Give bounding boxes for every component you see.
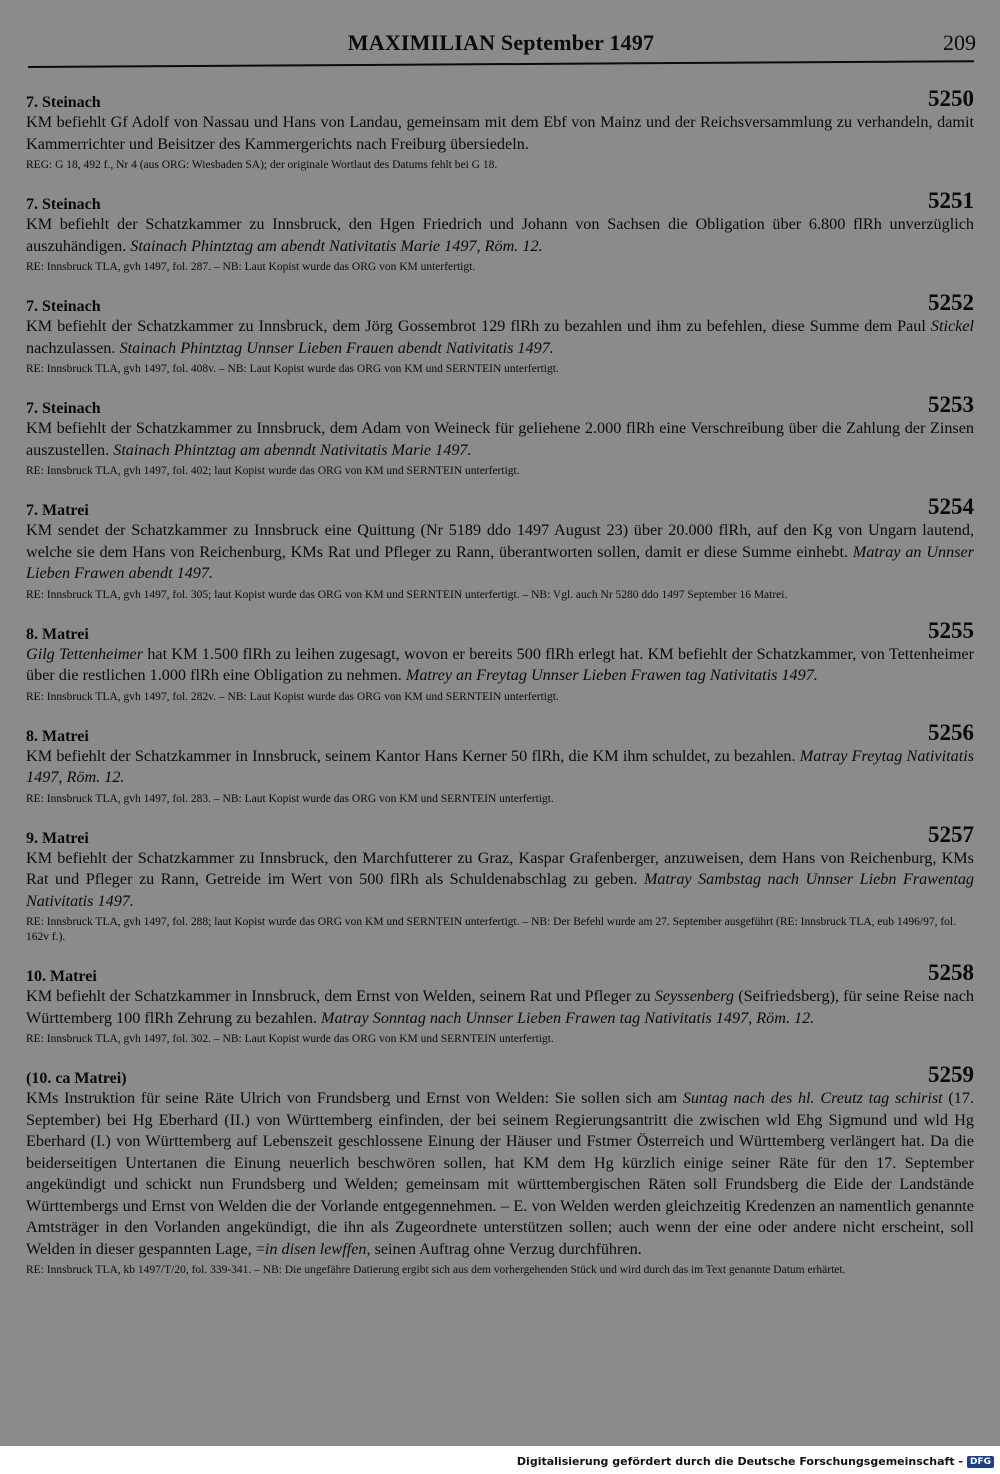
dfg-logo: DFG: [967, 1456, 994, 1468]
regest-entry: [26, 821, 975, 946]
entry-date: 7. Steinach: [26, 196, 101, 213]
entry-text-italic: Stainach Phintztag am abendt Nativitatis Marie 1497, Röm. 12.: [130, 236, 543, 255]
entry-date: 7. Matrei: [26, 502, 89, 519]
entry-text-italic: Seyssenberg: [654, 987, 735, 1005]
entry-text: [26, 644, 974, 687]
entry-number: 5256: [928, 719, 974, 745]
entry-text-italic: Matray Sambstag nach Unnser Liebn Frawentag Nativitatis 1497.: [26, 870, 975, 910]
entry-reference: RE: Innsbruck TLA, gvh 1497, fol. 402; laut Kopist wurde das ORG von KM und SERNTEIN unterfertigt.: [26, 465, 520, 477]
footer: [517, 1455, 994, 1468]
entry-heading: [26, 88, 974, 112]
entry-heading: [26, 496, 974, 520]
entry-number: 5252: [928, 290, 974, 315]
entry-number: 5255: [928, 617, 974, 643]
entry-reference: RE: Innsbruck TLA, gvh 1497, fol. 408v. – NB: Laut Kopist wurde das ORG von KM und SERNTEIN unterfertigt.: [26, 363, 559, 375]
page-number: 209: [943, 30, 976, 55]
entry-text: [26, 418, 974, 461]
entry-heading: [26, 821, 974, 848]
regest-entry: [26, 394, 974, 479]
entry-text: [26, 316, 974, 359]
entry-reference: REG: G 18, 492 f., Nr 4 (aus ORG: Wiesbaden SA); der originale Wortlaut des Datums fehlt bei G 18.: [26, 159, 498, 171]
entry-text-italic: Gilg Tettenheimer: [26, 644, 144, 663]
entry-text: [26, 1088, 974, 1260]
entry-number: 5259: [928, 1062, 974, 1087]
entry-text-part: KM sendet der Schatzkammer zu Innsbruck eine Quittung (Nr 5189 ddo 1497 August 23) über 20.000 flRh, auf den Kg von Ungarn lautend, welche sie dem Hans von Reichenburg, KMs Rat und Pfleger zu Rann, überantworten sollen, damit er diese Summe einhebt.: [26, 521, 974, 561]
entry-text-italic: Matrey an Freytag Unnser Lieben Frawen tag Nativitatis 1497.: [405, 666, 818, 684]
entry-text: [26, 112, 974, 155]
entry-text-part: , seinen Auftrag ohne Verzug durchführen.: [366, 1239, 642, 1258]
entry-text-italic: Stainach Phintztag am abenndt Nativitatis Marie 1497.: [113, 440, 472, 459]
entry-text: [26, 520, 974, 585]
entry-text-part: KMs Instruktion für seine Räte Ulrich von Frundsberg und Ernst von Welden: Sie sollen sich am: [26, 1089, 683, 1107]
entry-date: 9. Matrei: [26, 829, 89, 847]
regest-entry: [26, 1064, 974, 1278]
entry-text-part: hat KM 1.500 flRh zu leihen zugesagt, wovon er bereits 500 flRh erlegt hat. KM befiehlt der Schatzkammer, von Tettenheimer über die restlichen 1.000 flRh eine Obligation zu nehmen.: [26, 644, 975, 684]
regest-entry: [26, 617, 975, 705]
entry-number: 5254: [928, 494, 974, 519]
entry-date: 8. Matrei: [26, 727, 89, 745]
entry-text-part: KM befiehlt der Schatzkammer zu Innsbruck, dem Jörg Gossembrot 129 flRh zu bezahlen und ihm zu befehlen, diese Summe dem Paul: [26, 317, 931, 335]
entry-text-part: KM befiehlt der Schatzkammer zu Innsbruck, den Hgen Friedrich und Johann von Sachsen die Obligation über 6.800 flRh unverzüglich auszuhändigen.: [26, 215, 974, 255]
entry-text-part: nachzulassen.: [26, 338, 120, 357]
entry-text-part: KM befiehlt Gf Adolf von Nassau und Hans von Landau, gemeinsam mit dem Ebf von Mainz und der Reichsversammlung zu verhandeln, damit Kammerrichter und Beisitzer des Kammergerichts nach Freiburg übersiedeln.: [26, 113, 974, 153]
entry-text-italic: in disen lewffen: [264, 1239, 367, 1258]
entry-number: 5253: [928, 392, 974, 417]
regest-entry: [26, 292, 974, 377]
entry-date: (10. ca Matrei): [26, 1070, 127, 1087]
entry-heading: [26, 1064, 974, 1088]
entry-text-italic: Matray an Unnser Lieben Frawen abendt 1497.: [26, 542, 974, 582]
entry-reference: RE: Innsbruck TLA, gvh 1497, fol. 283. – NB: Laut Kopist wurde das ORG von KM und SERNTEIN unterfertigt.: [26, 792, 554, 805]
entry-date: 7. Steinach: [26, 94, 101, 111]
entry-text-italic: Suntag nach des hl. Creutz tag schirist: [682, 1089, 943, 1107]
running-title: MAXIMILIAN September 1497: [347, 30, 655, 55]
entry-reference: RE: Innsbruck TLA, gvh 1497, fol. 302. – NB: Laut Kopist wurde das ORG von KM und SERNTEIN unterfertigt.: [26, 1033, 554, 1045]
entry-text: [26, 214, 974, 257]
regest-entry: [26, 190, 974, 275]
entry-text-part: (Seifriedsberg), für seine Reise nach Württemberg 100 flRh Zehrung zu bezahlen.: [26, 987, 974, 1027]
entry-text-part: KM befiehlt der Schatzkammer zu Innsbruck, den Marchfutterer zu Graz, Kaspar Grafenberger, anzuweisen, dem Hans von Reichenburg, KMs Rat und Pfleger zu Rann, Getreide im Wert von 500 flRh als Schuldenabschlag zu geben.: [26, 848, 974, 888]
regest-entry: [26, 962, 974, 1047]
entry-text-part: (17. September) bei Hg Eberhard (II.) von Württemberg einfinden, der bei seinem Regierungsantritt die zwischen wld Ehg Sigmund und wld Hg Eberhard (I.) von Württemberg auf Lebenszeit geschlossene Einung der Häuser und Fstmer Österreich und Württemberg verlängert hat. Da die beiderseitigen Untertanen die Einung neuerlich beschwören sollen, hat KM dem Hg kürzlich einige seiner Räte für den 17. September angekündigt und schickt nun Frundsberg und Welden; gemeinsam mit württembergischen Räten soll Frundsberg die Eide der Landstände Württembergs und Ernst von Welden die der Vorlande entgegennehmen. – E. von Welden werden gleichzeitig Kredenzen an namentlich genannte Amtsträger in den Vorlanden angekündigt, die ihn als Zugeordnete unterstützen sollen; auch wenn der eine oder andere nicht erscheint, soll Welden in dieser gespannten Lage, =: [26, 1089, 975, 1258]
entry-reference: RE: Innsbruck TLA, kb 1497/T/20, fol. 339-341. – NB: Die ungefähre Datierung ergibt sich aus dem vorhergehenden Stück und wird durch das im Text genannte Datum erhärtet.: [26, 1264, 846, 1276]
entry-text-part: KM befiehlt der Schatzkammer in Innsbruck, seinem Kantor Hans Kerner 50 flRh, die KM ihm schuldet, zu bezahlen.: [26, 746, 800, 765]
entry-reference: RE: Innsbruck TLA, gvh 1497, fol. 305; laut Kopist wurde das ORG von KM und SERNTEIN unterfertigt. – NB: Vgl. auch Nr 5280 ddo 1497 September 16 Matrei.: [26, 588, 788, 601]
entry-text: [26, 746, 974, 789]
regest-entry: [26, 719, 974, 807]
entry-number: 5250: [928, 86, 974, 111]
entry-text: [26, 848, 974, 913]
entry-reference: RE: Innsbruck TLA, gvh 1497, fol. 282v. – NB: Laut Kopist wurde das ORG von KM und SERNTEIN unterfertigt.: [26, 690, 559, 703]
regest-entry: [26, 88, 974, 173]
regest-list: [26, 88, 974, 1278]
entry-heading: [26, 190, 974, 214]
entry-heading: [26, 719, 974, 746]
entry-text-part: KM befiehlt der Schatzkammer zu Innsbruck, dem Adam von Weineck für geliehene 2.000 flRh eine Verschreibung über die Zahlung der Zinsen auszustellen.: [26, 419, 974, 459]
entry-text: [26, 986, 974, 1029]
entry-number: 5258: [928, 960, 974, 985]
entry-date: 10. Matrei: [26, 968, 97, 985]
regest-entry: [26, 496, 974, 603]
entry-date: 7. Steinach: [26, 400, 101, 417]
entry-text-italic: Matray Freytag Nativitatis 1497, Röm. 12.: [26, 746, 974, 786]
entry-date: 8. Matrei: [26, 625, 89, 643]
entry-text-italic: Stainach Phintztag Unnser Lieben Frauen abendt Nativitatis 1497.: [119, 338, 554, 357]
entry-date: 7. Steinach: [26, 298, 101, 315]
entry-reference: RE: Innsbruck TLA, gvh 1497, fol. 288; laut Kopist wurde das ORG von KM und SERNTEIN unterfertigt. – NB: Der Befehl wurde am 27. September ausgeführt (RE: Innsbruck TLA, eub 1496/97, fol. 162v f.).: [26, 916, 956, 943]
entry-text-part: KM befiehlt der Schatzkammer in Innsbruck, dem Ernst von Welden, seinem Rat und Pfleger zu: [26, 987, 655, 1005]
entry-heading: [26, 962, 974, 986]
entry-number: 5257: [928, 821, 974, 847]
entry-text-italic: Matray Sonntag nach Unnser Lieben Frawen tag Nativitatis 1497, Röm. 12.: [321, 1008, 815, 1027]
entry-heading: [26, 617, 974, 644]
entry-heading: [26, 292, 974, 316]
footer-text: Digitalisierung gefördert durch die Deutsche Forschungsgemeinschaft -: [516, 1455, 963, 1468]
entry-heading: [26, 394, 974, 418]
entry-text-italic: Stickel: [930, 317, 974, 335]
entry-number: 5251: [928, 188, 974, 213]
entry-reference: RE: Innsbruck TLA, gvh 1497, fol. 287. – NB: Laut Kopist wurde das ORG von KM unterfertigt.: [26, 261, 476, 273]
